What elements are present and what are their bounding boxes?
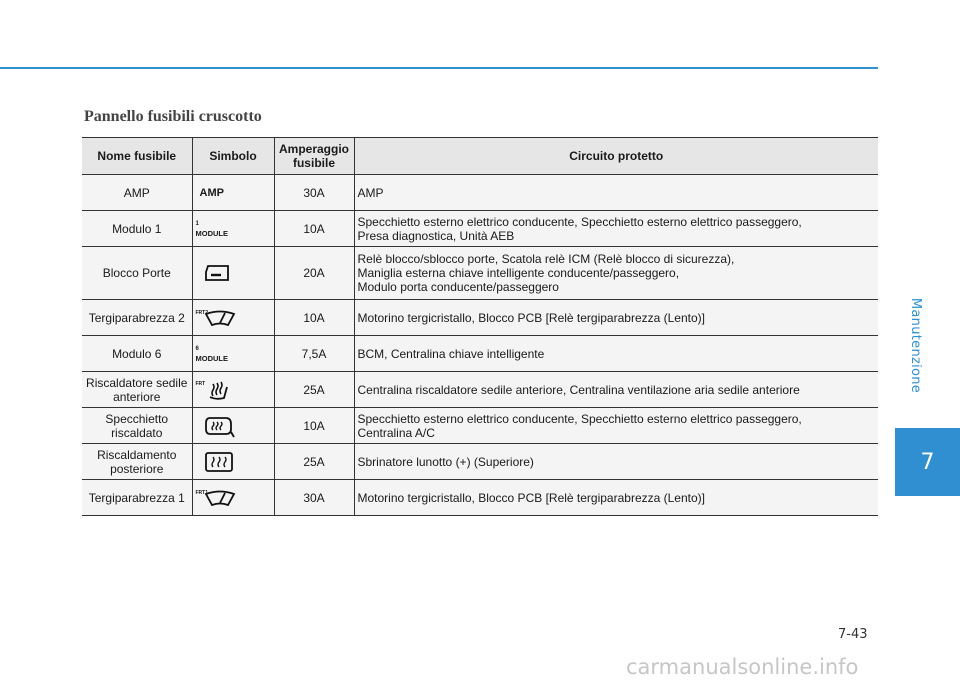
table-row <box>82 175 878 211</box>
wiper-label: FRT2 <box>195 309 208 316</box>
circuit-line: Maniglia esterna chiave intelligente conducente/passeggero, <box>357 266 680 280</box>
table-row <box>82 372 878 408</box>
fuse-amperage: 25A <box>274 372 354 408</box>
rear-defrost-icon <box>198 450 238 474</box>
fuse-amperage: 7,5A <box>274 336 354 372</box>
fuse-name: Tergiparabrezza 2 <box>82 300 192 336</box>
seat-heater-icon <box>196 377 240 403</box>
side-chapter-label-text: Manutenzione <box>908 297 924 393</box>
fuse-circuit <box>354 372 878 408</box>
fuse-amperage: 30A <box>274 480 354 516</box>
circuit-line: BCM, Centralina chiave intelligente <box>357 346 545 361</box>
fuse-symbol <box>192 372 274 408</box>
watermark: carmanualsonline.info <box>626 655 859 679</box>
circuit-line: Motorino tergicristallo, Blocco PCB [Relè tergiparabrezza (Lento)] <box>357 490 705 505</box>
circuit-line: Sbrinatore lunotto (+) (Superiore) <box>357 454 534 469</box>
table-row <box>82 336 878 372</box>
fuse-name-line: Riscaldatore sedile <box>86 375 188 390</box>
table-row <box>82 300 878 336</box>
module-label: MODULE <box>195 353 228 363</box>
fuse-table <box>82 137 878 516</box>
fuse-symbol <box>192 336 274 372</box>
seat-heater-label: FRT <box>195 380 206 387</box>
chapter-number-badge: 7 <box>895 428 960 496</box>
fuse-amperage: 10A <box>274 211 354 247</box>
circuit-line: Centralina riscaldatore sedile anteriore, Centralina ventilazione aria sedile anteriore <box>357 382 800 397</box>
fuse-name: Modulo 6 <box>82 336 192 372</box>
table-row <box>82 480 878 516</box>
table-row <box>82 444 878 480</box>
module-icon <box>196 220 229 238</box>
fuse-symbol <box>192 444 274 480</box>
circuit-line: Presa diagnostica, Unità AEB <box>357 228 515 243</box>
wiper-icon <box>196 306 240 330</box>
fuse-name <box>82 372 192 408</box>
fuse-circuit <box>354 247 878 300</box>
circuit-line: AMP <box>357 185 384 200</box>
fuse-symbol <box>192 175 274 211</box>
circuit-line: Specchietto esterno elettrico conducente, Specchietto esterno elettrico passeggero, <box>357 214 802 229</box>
top-rule <box>0 67 878 69</box>
module-icon <box>196 345 229 363</box>
fuse-circuit <box>354 300 878 336</box>
door-lock-icon <box>202 263 232 283</box>
fuse-name: Tergiparabrezza 1 <box>82 480 192 516</box>
fuse-name-line: posteriore <box>110 461 164 476</box>
table-row <box>82 247 878 300</box>
fuse-name-line: anteriore <box>113 389 161 404</box>
fuse-amperage: 30A <box>274 175 354 211</box>
circuit-line: Relè blocco/sblocco porte, Scatola relè ICM (Relè blocco di sicurezza), <box>357 252 735 266</box>
fuse-symbol <box>192 408 274 444</box>
module-number: 1 <box>195 220 199 227</box>
table-row <box>82 211 878 247</box>
fuse-symbol <box>192 300 274 336</box>
fuse-circuit <box>354 175 878 211</box>
section-title: Pannello fusibili cruscotto <box>84 108 262 125</box>
fuse-amperage: 25A <box>274 444 354 480</box>
wiper-label: FRT1 <box>195 489 208 496</box>
fuse-symbol <box>192 247 274 300</box>
header-amperage: Amperaggio fusibile <box>274 138 354 175</box>
circuit-line: Motorino tergicristallo, Blocco PCB [Relè tergiparabrezza (Lento)] <box>357 310 705 325</box>
fuse-amperage: 10A <box>274 408 354 444</box>
fuse-circuit <box>354 408 878 444</box>
table-row <box>82 408 878 444</box>
side-chapter-label <box>896 260 936 430</box>
fuse-circuit <box>354 336 878 372</box>
fuse-circuit <box>354 480 878 516</box>
fuse-table-header <box>82 138 878 175</box>
header-fuse-name: Nome fusibile <box>82 138 192 175</box>
fuse-name: AMP <box>82 175 192 211</box>
fuse-circuit <box>354 211 878 247</box>
fuse-name: Blocco Porte <box>82 247 192 300</box>
header-circuit: Circuito protetto <box>354 138 878 175</box>
fuse-name <box>82 444 192 480</box>
heated-mirror-icon <box>198 414 238 438</box>
module-number: 6 <box>195 345 199 352</box>
header-symbol: Simbolo <box>192 138 274 175</box>
circuit-line: Modulo porta conducente/passeggero <box>357 280 559 294</box>
fuse-amperage: 10A <box>274 300 354 336</box>
fuse-name <box>82 408 192 444</box>
fuse-name-line: riscaldato <box>111 425 163 440</box>
fuse-name-line: Riscaldamento <box>97 447 177 462</box>
fuse-name: Modulo 1 <box>82 211 192 247</box>
fuse-symbol <box>192 211 274 247</box>
fuse-name-line: Specchietto <box>105 411 169 426</box>
page-number: 7-43 <box>838 627 868 642</box>
fuse-symbol <box>192 480 274 516</box>
module-label: MODULE <box>195 228 228 238</box>
wiper-icon <box>196 486 240 510</box>
circuit-line: Specchietto esterno elettrico conducente, Specchietto esterno elettrico passeggero, <box>357 411 802 426</box>
circuit-line: Centralina A/C <box>357 425 435 440</box>
fuse-amperage: 20A <box>274 247 354 300</box>
fuse-circuit <box>354 444 878 480</box>
amp-text-icon: AMP <box>199 186 224 199</box>
